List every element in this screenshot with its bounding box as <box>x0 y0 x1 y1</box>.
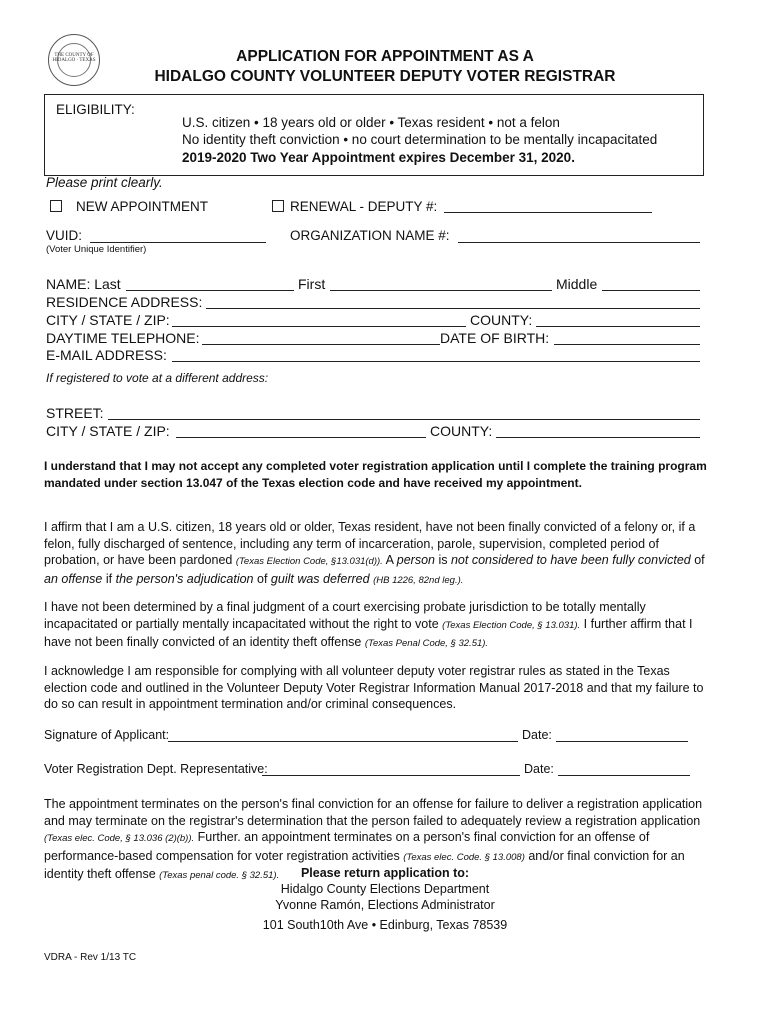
street-field[interactable] <box>108 419 700 420</box>
return-department: Hidalgo County Elections Department <box>280 882 490 896</box>
eligibility-line-3: 2019-2020 Two Year Appointment expires December 31, 2020. <box>182 150 575 165</box>
alt-city-state-zip-field[interactable] <box>176 437 426 438</box>
vuid-note: (Voter Unique Identifier) <box>46 244 147 255</box>
affirm-paragraph <box>44 519 712 589</box>
city-state-zip-field[interactable] <box>172 326 466 327</box>
affirm-ref-1: (Texas Election Code, §13.031(d)). <box>235 556 383 567</box>
deputy-number-field[interactable] <box>444 212 652 213</box>
incapacity-text: I have not been determined by a final judgment of a court exercising probate jurisdiction to be totally mentally incapacitated or partially mentally incapacitated without the right to vote <box>44 600 646 631</box>
print-clearly-note: Please print clearly. <box>46 175 163 190</box>
termination-text-c: and/or final conviction for an identity theft offense <box>44 848 685 881</box>
affirm-b3: is <box>438 553 448 567</box>
termination-text-a: The appointment terminates on the person's final conviction for an offense for failure to deliver a registration application and may terminate on the registrar's determination that the person failed to adequately review a registration application <box>44 797 703 828</box>
termination-ref-3: (Texas penal code. § 32.51). <box>159 870 280 881</box>
renewal-option[interactable] <box>272 199 437 214</box>
renewal-label: RENEWAL - DEPUTY #: <box>290 199 438 214</box>
name-last-label: NAME: Last <box>46 276 121 292</box>
middle-name-field[interactable] <box>602 290 700 291</box>
training-notice: I understand that I may not accept any completed voter registration application until I complete the training program mandated under section 13.047 of the Texas election code and have received my appointment. <box>44 459 707 490</box>
vuid-field[interactable] <box>90 242 266 243</box>
new-appointment-checkbox[interactable] <box>50 200 62 212</box>
first-name-field[interactable] <box>330 290 552 291</box>
eligibility-label: ELIGIBILITY: <box>56 102 135 117</box>
affirm-ref-2: (HB 1226, 82nd leg.). <box>373 574 464 586</box>
email-field[interactable] <box>172 361 700 362</box>
county-label: COUNTY: <box>470 312 533 328</box>
vuid-label: VUID: <box>46 228 83 243</box>
date-of-birth-label: DATE OF BIRTH: <box>440 330 550 346</box>
different-address-note: If registered to vote at a different address: <box>46 371 269 385</box>
city-state-zip-label: CITY / STATE / ZIP: <box>46 312 170 328</box>
county-field[interactable] <box>536 326 700 327</box>
identity-theft-text: I further affirm that I have not been finally convicted of an identity theft offense <box>44 616 693 649</box>
daytime-telephone-label: DAYTIME TELEPHONE: <box>46 330 200 346</box>
incapacity-ref-1: (Texas Election Code, § 13.031). <box>442 619 581 631</box>
termination-text-b: Further. an appointment terminates on a person's final conviction for an offense of performance-based compensation for voter registration activities <box>44 830 650 863</box>
middle-name-label: Middle <box>556 276 598 292</box>
affirm-b7: if <box>105 571 113 586</box>
representative-label: Voter Registration Dept. Representative: <box>44 762 268 776</box>
affirm-b6: an offense <box>44 571 103 586</box>
termination-ref-2: (Texas elec. Code. § 13.008) <box>403 851 525 863</box>
email-label: E-MAIL ADDRESS: <box>46 347 167 363</box>
applicant-signature-label: Signature of Applicant: <box>44 728 170 742</box>
representative-signature-field[interactable] <box>262 775 520 776</box>
incapacity-ref-2: (Texas Penal Code, § 32.51). <box>364 638 489 649</box>
affirm-b1: A <box>385 553 394 567</box>
new-appointment-option[interactable] <box>50 199 208 214</box>
return-address: 101 South10th Ave • Edinburg, Texas 78539 <box>262 918 508 932</box>
representative-date-field[interactable] <box>558 775 690 776</box>
applicant-date-field[interactable] <box>556 741 688 742</box>
return-heading: Please return application to: <box>300 866 470 880</box>
acknowledge-paragraph: I acknowledge I am responsible for complying with all volunteer deputy voter registrar rules as stated in the Texas election code and outlined in the Volunteer Deputy Voter Registrar Information Manual 2017-2018 and that my failure to do so can result in appointment termination and/or criminal consequences. <box>44 664 704 711</box>
affirm-text: I affirm that I am a U.S. citizen, 18 years old or older, Texas resident, have not been finally convicted of a felony or, if a felon, fully discharged of sentence, including any term of incarceration, parole, supervision, completed period of probation, or have been pardoned <box>44 520 696 567</box>
affirm-b5: of <box>694 553 705 567</box>
termination-ref-1: (Texas elec. Code, § 13.036 (2)(b)). <box>44 833 195 844</box>
new-appointment-label: NEW APPOINTMENT <box>76 199 209 214</box>
last-name-field[interactable] <box>126 290 294 291</box>
first-name-label: First <box>298 276 326 292</box>
page-title-line1: APPLICATION FOR APPOINTMENT AS A <box>236 48 534 65</box>
affirm-b9: of <box>257 571 268 586</box>
date-of-birth-field[interactable] <box>554 344 700 345</box>
revision-footer: VDRA - Rev 1/13 TC <box>44 952 137 963</box>
affirm-b10: guilt was deferred <box>270 571 370 586</box>
affirm-b4: not considered to have been fully convicted <box>450 553 691 567</box>
renewal-checkbox[interactable] <box>272 200 284 212</box>
affirm-b8: the person's adjudication <box>115 571 254 586</box>
eligibility-line-2: No identity theft conviction • no court determination to be mentally incapacitated <box>182 132 658 147</box>
residence-label: RESIDENCE ADDRESS: <box>46 294 203 310</box>
affirm-b2: person <box>396 553 435 567</box>
seal-text: THE COUNTY OF HIDALGO · TEXAS <box>52 53 96 63</box>
alt-county-field[interactable] <box>496 437 700 438</box>
alt-county-label: COUNTY: <box>430 423 493 439</box>
representative-date-label: Date: <box>524 762 554 776</box>
organization-label: ORGANIZATION NAME #: <box>290 228 450 243</box>
eligibility-line-1: U.S. citizen • 18 years old or older • Texas resident • not a felon <box>182 115 560 130</box>
daytime-telephone-field[interactable] <box>202 344 440 345</box>
applicant-date-label: Date: <box>522 728 552 742</box>
return-administrator: Yvonne Ramón, Elections Administrator <box>275 898 495 912</box>
residence-field[interactable] <box>206 308 700 309</box>
alt-city-state-zip-label: CITY / STATE / ZIP: <box>46 423 170 439</box>
street-label: STREET: <box>46 405 104 421</box>
applicant-signature-field[interactable] <box>168 741 518 742</box>
page-title-line2: HIDALGO COUNTY VOLUNTEER DEPUTY VOTER REGISTRAR <box>154 68 616 85</box>
incapacity-paragraph <box>44 599 712 653</box>
organization-field[interactable] <box>458 242 700 243</box>
